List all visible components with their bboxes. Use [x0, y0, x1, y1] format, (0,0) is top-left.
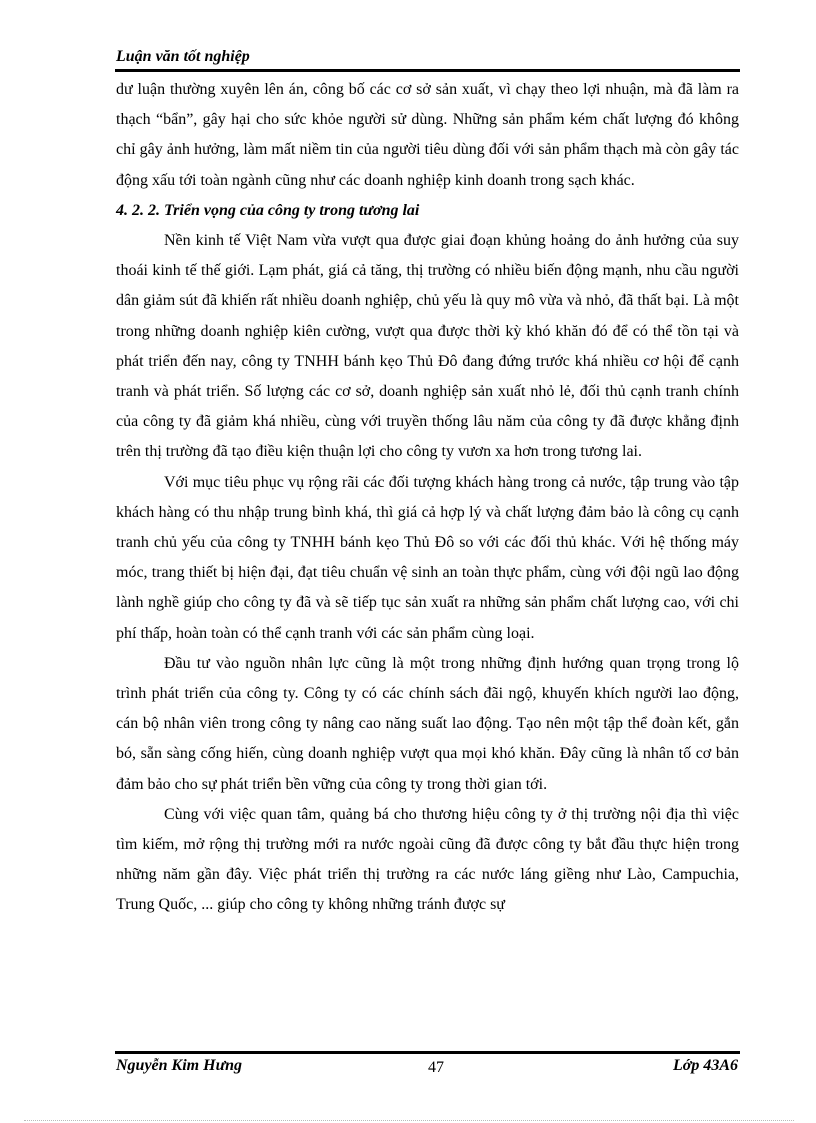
- body-paragraph: Cùng với việc quan tâm, quảng bá cho thương hiệu công ty ở thị trường nội địa thì việc tìm kiếm, mở rộng thị trường mới ra nước ngoài cũng đã được công ty bắt đầu thực hiện trong những năm gần đây. Việc phát triển thị trường ra các nước láng giềng như Lào, Campuchia, Trung Quốc, ... giúp cho công ty không những tránh được sự: [116, 805, 739, 914]
- footer-author: Nguyễn Kim Hưng: [116, 1057, 243, 1074]
- footer-page-number: 47: [428, 1059, 444, 1076]
- header-rule: [115, 69, 740, 72]
- section-heading: 4. 2. 2. Triển vọng của công ty trong tương lai: [116, 201, 420, 219]
- body-paragraph-continued: dư luận thường xuyên lên án, công bố các cơ sở sản xuất, vì chạy theo lợi nhuận, mà đã làm ra thạch “bẩn”, gây hại cho sức khỏe người sử dùng. Những sản phẩm kém chất lượng đó không chỉ gây ảnh hưởng, làm mất niềm tin của người tiêu dùng đối với sản phẩm thạch mà còn gây tác động xấu tới toàn ngành cũng như các doanh nghiệp kinh doanh trong sạch khác.: [116, 81, 739, 189]
- running-header-title: Luận văn tốt nghiệp: [116, 48, 250, 65]
- document-body: [116, 75, 739, 921]
- body-paragraph: Nền kinh tế Việt Nam vừa vượt qua được giai đoạn khủng hoảng do ảnh hưởng của suy thoái kinh tế thế giới. Lạm phát, giá cả tăng, thị trường có nhiều biến động mạnh, nhu cầu người dân giảm sút đã khiến rất nhiều doanh nghiệp, chủ yếu là quy mô vừa và nhỏ, đã thất bại. Là một trong những doanh nghiệp kiên cường, vượt qua được thời kỳ khó khăn đó để có thể tồn tại và phát triển đến nay, công ty TNHH bánh kẹo Thủ Đô đang đứng trước khá nhiều cơ hội để cạnh tranh và phát triển. Số lượng các cơ sở, doanh nghiệp sản xuất nhỏ lẻ, đối thủ cạnh tranh chính của công ty đã giảm khá nhiều, cùng với truyền thống lâu năm của công ty đã được khẳng định trên thị trường đã tạo điều kiện thuận lợi cho công ty vươn xa hơn trong tương lai.: [116, 232, 739, 461]
- footer-class: Lớp 43A6: [672, 1057, 738, 1074]
- footer-rule: [115, 1051, 740, 1054]
- page-boundary-dotted-line: [24, 1120, 794, 1121]
- body-paragraph: Đầu tư vào nguồn nhân lực cũng là một trong những định hướng quan trọng trong lộ trình phát triển của công ty. Công ty có các chính sách đãi ngộ, khuyến khích người lao động, cán bộ nhân viên trong công ty nâng cao năng suất lao động. Tạo nên một tập thể đoàn kết, gắn bó, sẵn sàng cống hiến, cùng doanh nghiệp vượt qua mọi khó khăn. Đây cũng là nhân tố cơ bản đảm bảo cho sự phát triển bền vững của công ty trong thời gian tới.: [116, 654, 739, 793]
- body-paragraph: Với mục tiêu phục vụ rộng rãi các đối tượng khách hàng trong cả nước, tập trung vào tập khách hàng có thu nhập trung bình khá, thì giá cả hợp lý và chất lượng đảm bảo là công cụ cạnh tranh chủ yếu của công ty TNHH bánh kẹo Thủ Đô so với các đối thủ khác. Với hệ thống máy móc, trang thiết bị hiện đại, đạt tiêu chuẩn vệ sinh an toàn thực phẩm, cùng với đội ngũ lao động lành nghề giúp cho công ty đã và sẽ tiếp tục sản xuất ra những sản phẩm chất lượng cao, với chi phí thấp, hoàn toàn có thể cạnh tranh với các sản phẩm cùng loại.: [116, 473, 739, 642]
